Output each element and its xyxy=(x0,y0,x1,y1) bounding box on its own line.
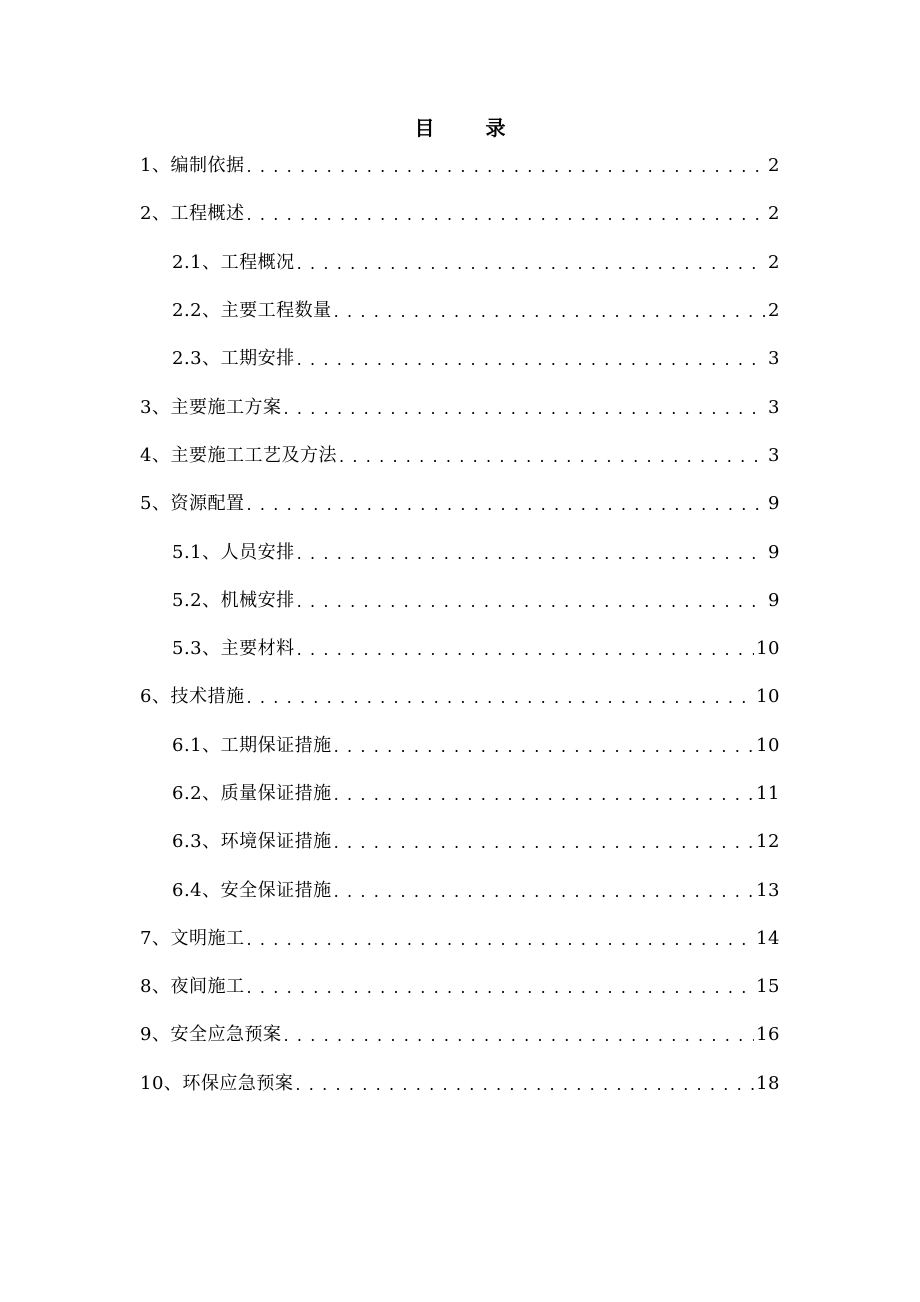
toc-entry[interactable] xyxy=(140,1011,780,1059)
toc-entry-label: 9、安全应急预案 xyxy=(140,1024,282,1046)
toc-entry-page-number: 3 xyxy=(768,348,780,370)
toc-title: 目 录 xyxy=(414,116,528,140)
toc-entry-label: 5.2、机械安排 xyxy=(172,589,295,611)
toc-entry-label: 5.3、主要材料 xyxy=(172,638,295,660)
toc-dot-leader xyxy=(334,833,754,853)
toc-entry[interactable] xyxy=(140,287,780,335)
toc-dot-leader xyxy=(246,495,766,515)
toc-dot-leader xyxy=(334,737,754,757)
toc-entry-page-number: 10 xyxy=(756,734,780,756)
toc-entry[interactable] xyxy=(140,625,780,673)
toc-dot-leader xyxy=(246,930,754,950)
toc-entry[interactable] xyxy=(140,432,780,480)
toc-entry-label: 2.2、主要工程数量 xyxy=(172,300,332,322)
toc-entry[interactable] xyxy=(140,818,780,866)
toc-dot-leader xyxy=(246,157,766,177)
toc-entry-page-number: 16 xyxy=(756,1024,780,1046)
toc-dot-leader xyxy=(297,350,766,370)
toc-entry-page-number: 18 xyxy=(756,1072,780,1094)
toc-entry-label: 6.4、安全保证措施 xyxy=(172,879,332,901)
toc-entry-label: 2、工程概述 xyxy=(140,203,245,225)
toc-entry-label: 5、资源配置 xyxy=(140,493,245,515)
toc-dot-leader xyxy=(246,688,754,708)
toc-dot-leader xyxy=(283,1026,754,1046)
toc-dot-leader xyxy=(297,640,754,660)
toc-entry-page-number: 12 xyxy=(756,831,780,853)
toc-entry[interactable] xyxy=(140,963,780,1011)
toc-dot-leader xyxy=(297,592,766,612)
toc-entry[interactable] xyxy=(140,577,780,625)
toc-entry-label: 6.3、环境保证措施 xyxy=(172,831,332,853)
toc-entry-page-number: 9 xyxy=(768,493,780,515)
toc-entry-label: 3、主要施工方案 xyxy=(140,396,282,418)
toc-entry-page-number: 2 xyxy=(768,203,780,225)
toc-entry-label: 1、编制依据 xyxy=(140,155,245,177)
toc-entry-label: 2.3、工期安排 xyxy=(172,348,295,370)
toc-entry-label: 6.2、质量保证措施 xyxy=(172,783,332,804)
toc-entry-page-number: 13 xyxy=(756,879,780,901)
toc-dot-leader xyxy=(334,785,754,805)
toc-entry-label: 5.1、人员安排 xyxy=(172,541,295,563)
toc-entry[interactable] xyxy=(140,528,780,576)
toc-dot-leader xyxy=(297,544,766,564)
toc-entry-page-number: 2 xyxy=(768,300,780,322)
toc-entry-page-number: 9 xyxy=(768,589,780,611)
toc-entry[interactable] xyxy=(140,866,780,914)
toc-dot-leader xyxy=(334,882,754,902)
toc-dot-leader xyxy=(297,254,766,274)
toc-entry[interactable] xyxy=(140,770,780,818)
toc-entry-page-number: 3 xyxy=(768,396,780,418)
toc-entry[interactable] xyxy=(140,142,780,190)
toc-entry-page-number: 14 xyxy=(756,927,780,949)
toc-entry-label: 10、环保应急预案 xyxy=(140,1072,294,1094)
toc-entry[interactable] xyxy=(140,1060,780,1108)
toc-entry-page-number: 10 xyxy=(756,686,780,708)
toc-dot-leader xyxy=(246,205,766,225)
toc-entry[interactable] xyxy=(140,480,780,528)
toc-dot-leader xyxy=(339,447,766,467)
toc-entry-page-number: 10 xyxy=(756,638,780,660)
toc-list xyxy=(140,142,780,1108)
toc-entry-label: 6、技术措施 xyxy=(140,686,245,708)
toc-entry[interactable] xyxy=(140,673,780,721)
toc-dot-leader xyxy=(295,1075,754,1095)
toc-entry-label: 6.1、工期保证措施 xyxy=(172,734,332,756)
toc-dot-leader xyxy=(283,399,766,419)
toc-entry[interactable] xyxy=(140,335,780,383)
toc-entry[interactable] xyxy=(140,190,780,238)
toc-entry-label: 4、主要施工工艺及方法 xyxy=(140,444,337,466)
toc-entry[interactable] xyxy=(140,239,780,287)
toc-entry[interactable] xyxy=(140,383,780,431)
toc-dot-leader xyxy=(246,978,754,998)
toc-dot-leader xyxy=(334,302,766,322)
toc-entry-page-number: 11 xyxy=(756,783,780,804)
toc-entry[interactable] xyxy=(140,915,780,963)
toc-entry-page-number: 3 xyxy=(768,444,780,466)
toc-entry-page-number: 15 xyxy=(756,976,780,998)
toc-entry-label: 8、夜间施工 xyxy=(140,976,245,998)
toc-entry-label: 7、文明施工 xyxy=(140,927,245,949)
toc-entry-label: 2.1、工程概况 xyxy=(172,251,295,273)
toc-entry[interactable] xyxy=(140,722,780,770)
toc-entry-page-number: 9 xyxy=(768,541,780,563)
toc-entry-page-number: 2 xyxy=(768,251,780,273)
toc-entry-page-number: 2 xyxy=(768,155,780,177)
